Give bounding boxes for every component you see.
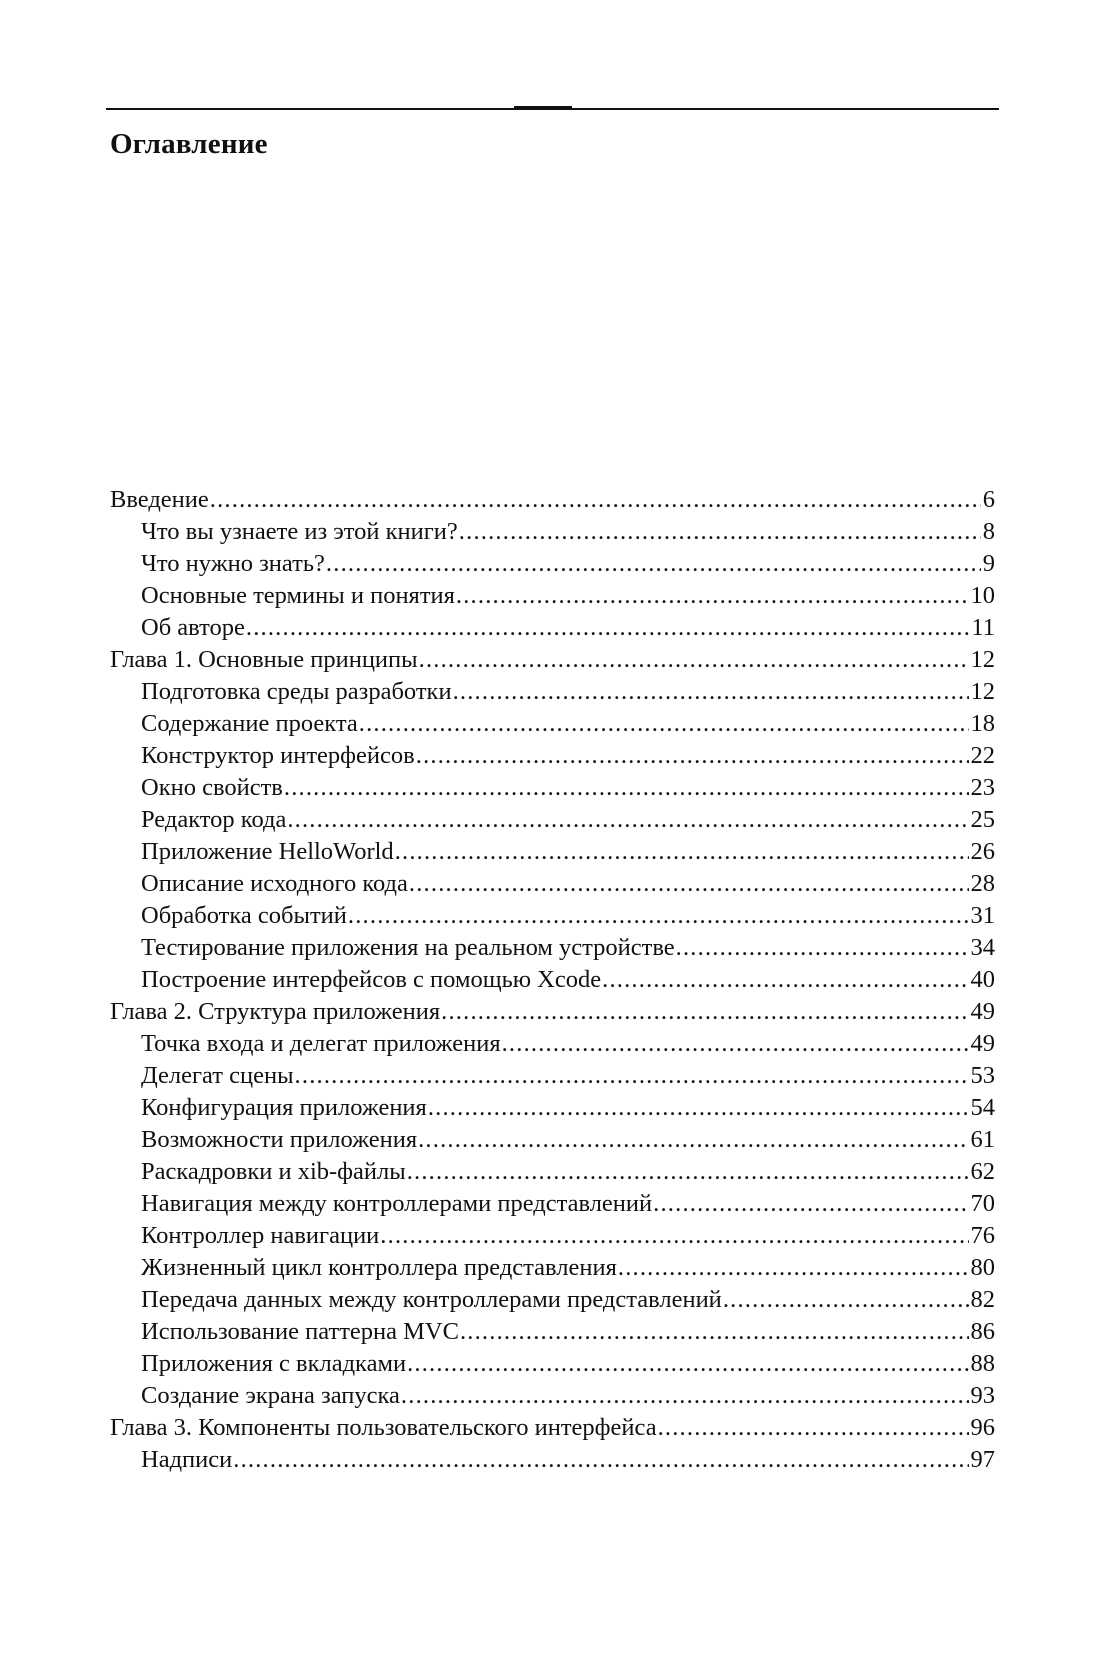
toc-entry-label: Окно свойств: [141, 774, 283, 801]
toc-page-number: 54: [970, 1094, 995, 1121]
toc-entry-label: Описание исходного кода: [141, 870, 408, 897]
toc-entry-label: Редактор кода: [141, 806, 287, 833]
toc-page-number: 18: [970, 710, 995, 737]
toc-section-entry: [110, 516, 995, 548]
toc-section-entry: [110, 1220, 995, 1252]
top-rule: [106, 108, 999, 110]
toc-dot-leader: [348, 900, 969, 932]
toc-entry-label: Построение интерфейсов с помощью Xcode: [141, 966, 602, 993]
toc-dot-leader: [210, 484, 981, 516]
toc-section-entry: [110, 580, 995, 612]
toc-entry-label: Точка входа и делегат приложения: [141, 1030, 501, 1057]
toc-dot-leader: [618, 1252, 969, 1284]
toc-dot-leader: [409, 868, 969, 900]
toc-page-number: 53: [970, 1062, 995, 1089]
toc-entry-label: Приложения с вкладками: [141, 1350, 407, 1377]
toc-dot-leader: [428, 1092, 969, 1124]
toc-entry-label: Что нужно знать?: [141, 550, 325, 577]
toc-page-number: 23: [970, 774, 995, 801]
toc-entry-label: Основные термины и понятия: [141, 582, 455, 609]
table-of-contents: [110, 484, 995, 1476]
toc-page-number: 61: [970, 1126, 995, 1153]
toc-page-number: 97: [970, 1446, 995, 1473]
toc-section-entry: [110, 900, 995, 932]
toc-section-entry: [110, 964, 995, 996]
toc-entry-label: Жизненный цикл контроллера представления: [141, 1254, 617, 1281]
toc-dot-leader: [602, 964, 968, 996]
toc-section-entry: [110, 1028, 995, 1060]
toc-section-entry: [110, 1156, 995, 1188]
toc-entry-label: Делегат сцены: [141, 1062, 294, 1089]
toc-section-entry: [110, 740, 995, 772]
toc-dot-leader: [407, 1348, 968, 1380]
toc-entry-label: Контроллер навигации: [141, 1222, 380, 1249]
toc-dot-leader: [676, 932, 969, 964]
toc-section-entry: [110, 1124, 995, 1156]
toc-dot-leader: [723, 1284, 969, 1316]
toc-section-entry: [110, 836, 995, 868]
toc-dot-leader: [419, 644, 969, 676]
toc-entry-label: Навигация между контроллерами представлений: [141, 1190, 653, 1217]
toc-page-number: 93: [970, 1382, 995, 1409]
toc-chapter-entry: [110, 1412, 995, 1444]
toc-section-entry: [110, 708, 995, 740]
toc-section-entry: [110, 772, 995, 804]
toc-entry-label: Раскадровки и xib-файлы: [141, 1158, 406, 1185]
toc-section-entry: [110, 1252, 995, 1284]
toc-page-number: 12: [970, 646, 995, 673]
toc-section-entry: [110, 1284, 995, 1316]
toc-entry-label: Подготовка среды разработки: [141, 678, 452, 705]
toc-page-number: 34: [970, 934, 995, 961]
toc-dot-leader: [453, 676, 969, 708]
toc-page-number: 96: [970, 1414, 995, 1441]
toc-dot-leader: [395, 836, 969, 868]
toc-dot-leader: [653, 1188, 968, 1220]
toc-page-number: 28: [970, 870, 995, 897]
toc-entry-label: Создание экрана запуска: [141, 1382, 400, 1409]
toc-dot-leader: [380, 1220, 968, 1252]
toc-section-entry: [110, 548, 995, 580]
toc-dot-leader: [246, 612, 970, 644]
toc-page-number: 88: [970, 1350, 995, 1377]
toc-section-entry: [110, 1316, 995, 1348]
toc-page-number: 8: [982, 518, 995, 545]
toc-page-number: 62: [970, 1158, 995, 1185]
toc-section-entry: [110, 804, 995, 836]
toc-page-number: 22: [970, 742, 995, 769]
toc-section-entry: [110, 1444, 995, 1476]
toc-dot-leader: [407, 1156, 969, 1188]
toc-entry-label: Введение: [110, 486, 209, 513]
toc-entry-label: Тестирование приложения на реальном устройстве: [141, 934, 675, 961]
toc-dot-leader: [418, 1124, 968, 1156]
toc-dot-leader: [287, 804, 968, 836]
toc-dot-leader: [326, 548, 981, 580]
toc-section-entry: [110, 1092, 995, 1124]
top-rule-notch: [514, 106, 572, 110]
toc-page-number: 49: [970, 998, 995, 1025]
toc-chapter-entry: [110, 644, 995, 676]
toc-dot-leader: [460, 1316, 969, 1348]
toc-page-number: 12: [970, 678, 995, 705]
toc-entry-label: Использование паттерна MVC: [141, 1318, 459, 1345]
toc-page-number: 49: [970, 1030, 995, 1057]
toc-dot-leader: [416, 740, 969, 772]
toc-section-entry: [110, 612, 995, 644]
toc-page-number: 86: [970, 1318, 995, 1345]
toc-dot-leader: [658, 1412, 969, 1444]
toc-dot-leader: [441, 996, 968, 1028]
toc-entry-label: Глава 3. Компоненты пользовательского интерфейса: [110, 1414, 657, 1441]
toc-section-entry: [110, 932, 995, 964]
toc-dot-leader: [456, 580, 969, 612]
toc-page-number: 31: [970, 902, 995, 929]
toc-section-entry: [110, 1060, 995, 1092]
toc-entry-label: Глава 2. Структура приложения: [110, 998, 441, 1025]
toc-section-entry: [110, 868, 995, 900]
toc-dot-leader: [459, 516, 981, 548]
toc-section-entry: [110, 1380, 995, 1412]
toc-entry-label: Передача данных между контроллерами представлений: [141, 1286, 722, 1313]
page-title: Оглавление: [110, 128, 268, 160]
toc-dot-leader: [295, 1060, 969, 1092]
toc-entry-label: Глава 1. Основные принципы: [110, 646, 418, 673]
toc-page-number: 9: [982, 550, 995, 577]
toc-dot-leader: [284, 772, 969, 804]
toc-page-number: 6: [982, 486, 995, 513]
toc-entry-label: Возможности приложения: [141, 1126, 418, 1153]
toc-page-number: 10: [970, 582, 995, 609]
toc-page-number: 26: [970, 838, 995, 865]
toc-page-number: 25: [970, 806, 995, 833]
toc-section-entry: [110, 676, 995, 708]
toc-entry-label: Об авторе: [141, 614, 245, 641]
toc-page-number: 40: [970, 966, 995, 993]
toc-page-number: 80: [970, 1254, 995, 1281]
toc-chapter-entry: [110, 484, 995, 516]
toc-chapter-entry: [110, 996, 995, 1028]
toc-dot-leader: [233, 1444, 968, 1476]
toc-entry-label: Надписи: [141, 1446, 233, 1473]
toc-page-number: 70: [970, 1190, 995, 1217]
toc-section-entry: [110, 1188, 995, 1220]
toc-page-number: 11: [971, 614, 995, 641]
toc-page-number: 76: [970, 1222, 995, 1249]
toc-dot-leader: [359, 708, 969, 740]
toc-entry-label: Что вы узнаете из этой книги?: [141, 518, 458, 545]
toc-page-number: 82: [970, 1286, 995, 1313]
toc-entry-label: Конфигурация приложения: [141, 1094, 427, 1121]
toc-dot-leader: [401, 1380, 969, 1412]
toc-dot-leader: [502, 1028, 969, 1060]
toc-entry-label: Конструктор интерфейсов: [141, 742, 415, 769]
toc-section-entry: [110, 1348, 995, 1380]
toc-entry-label: Содержание проекта: [141, 710, 358, 737]
toc-entry-label: Обработка событий: [141, 902, 347, 929]
toc-entry-label: Приложение HelloWorld: [141, 838, 394, 865]
